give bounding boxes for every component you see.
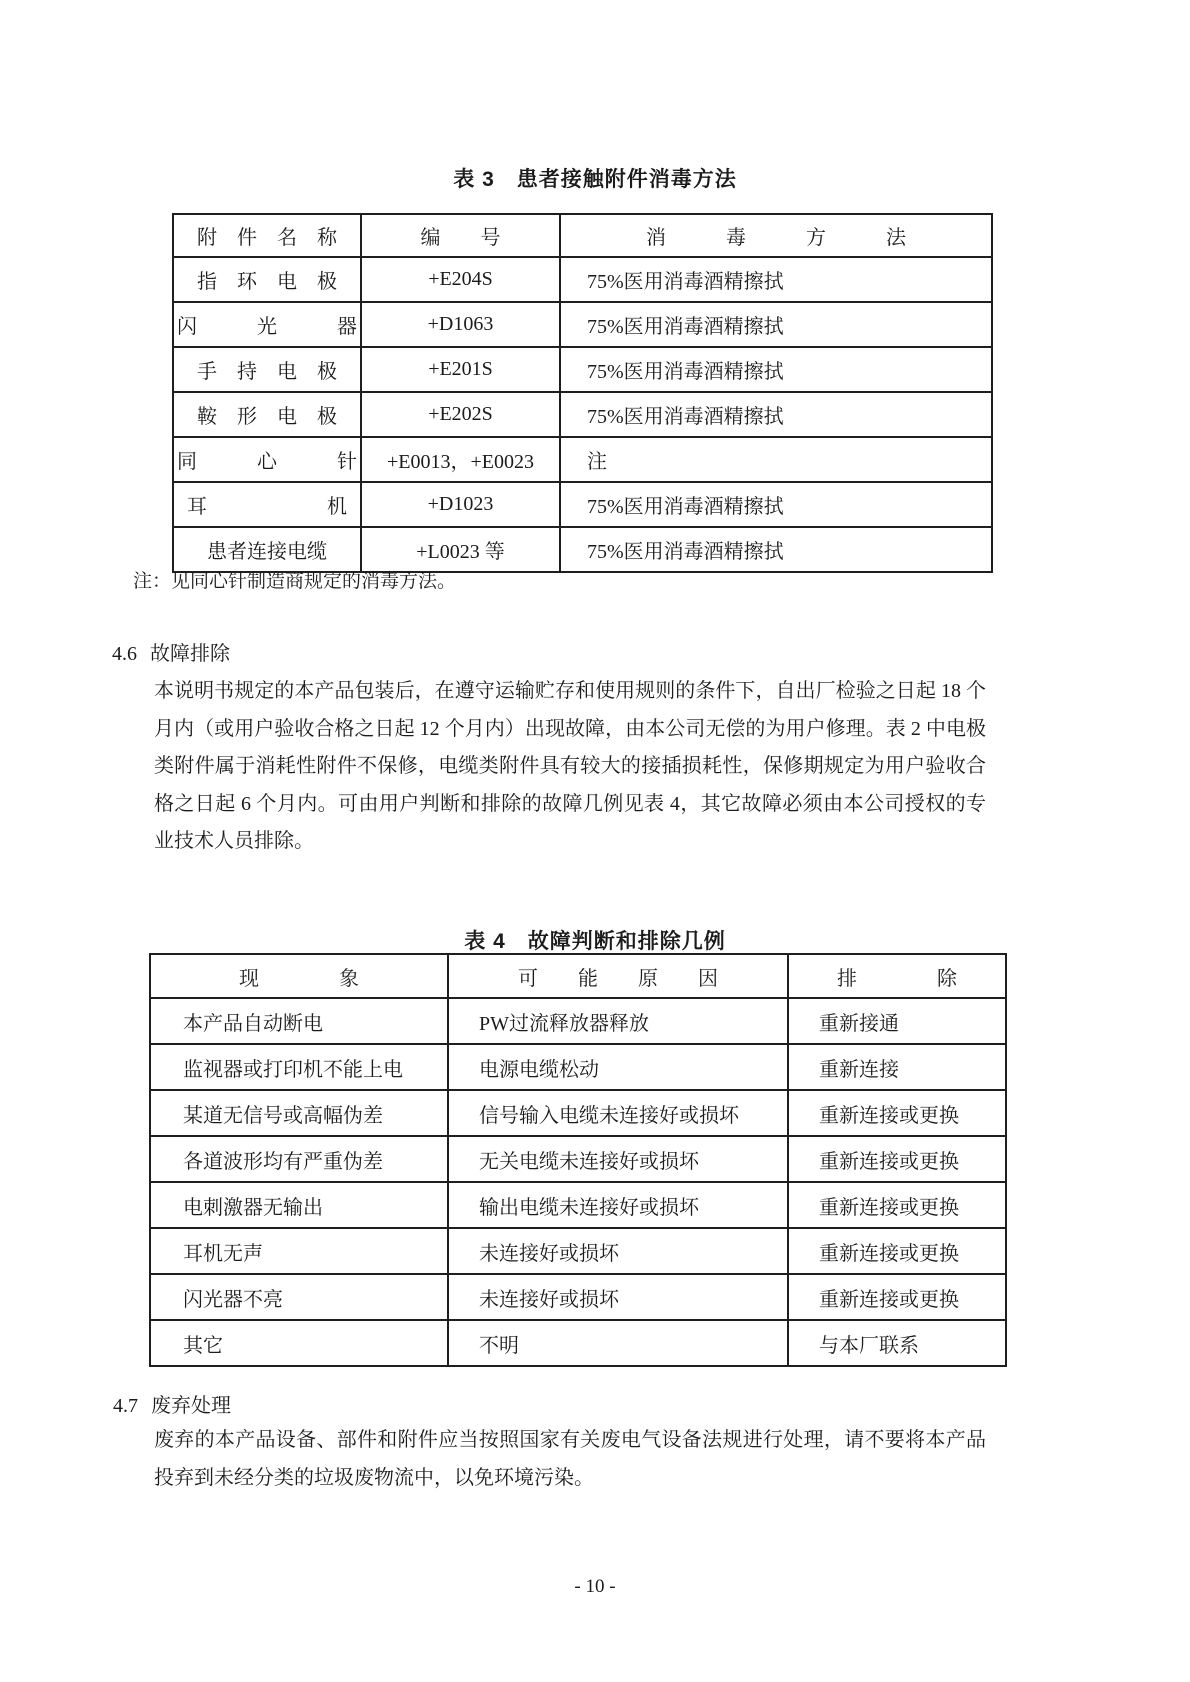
- table-cell: PW过流释放器释放: [448, 998, 788, 1044]
- table-cell: 监视器或打印机不能上电: [150, 1044, 448, 1090]
- table-cell: 75%医用消毒酒精擦拭: [560, 482, 992, 527]
- table-row: [150, 1320, 1006, 1366]
- table-row: [173, 437, 992, 482]
- table-cell: 75%医用消毒酒精擦拭: [560, 527, 992, 572]
- header-cell: 消 毒 方 法: [560, 214, 992, 257]
- table-cell: 患者连接电缆: [173, 527, 361, 572]
- table-cell: 未连接好或损坏: [448, 1228, 788, 1274]
- table-cell: +E204S: [361, 257, 560, 302]
- table-row: [173, 257, 992, 302]
- table-row: [150, 1182, 1006, 1228]
- table-header-row: [173, 214, 992, 257]
- table3-footnote: 注：见同心针制造商规定的消毒方法。: [133, 571, 457, 592]
- section-4-7-body: 废弃的本产品设备、部件和附件应当按照国家有关废电气设备法规进行处理，请不要将本产品投弃到未经分类的垃圾废物流中，以免环境污染。: [154, 1429, 986, 1489]
- table-cell: 重新连接或更换: [788, 1090, 1006, 1136]
- section-4-6-heading: [112, 637, 230, 666]
- table-row: [150, 1090, 1006, 1136]
- table-cell: 重新连接或更换: [788, 1182, 1006, 1228]
- table-row: [150, 1044, 1006, 1090]
- table-row: [150, 1136, 1006, 1182]
- table-row: [173, 392, 992, 437]
- table-cell: 重新连接: [788, 1044, 1006, 1090]
- table-cell: 重新连接或更换: [788, 1136, 1006, 1182]
- section-title: 故障排除: [150, 643, 230, 665]
- table-cell: 各道波形均有严重伪差: [150, 1136, 448, 1182]
- section-title: 废弃处理: [151, 1395, 231, 1417]
- table-cell: 75%医用消毒酒精擦拭: [560, 302, 992, 347]
- table-cell: +E201S: [361, 347, 560, 392]
- troubleshooting-table: [149, 953, 1007, 1367]
- table-cell: +D1063: [361, 302, 560, 347]
- table-cell: +E202S: [361, 392, 560, 437]
- header-cell: 可 能 原 因: [448, 954, 788, 998]
- header-cell: 现 象: [150, 954, 448, 998]
- table-cell: 本产品自动断电: [150, 998, 448, 1044]
- table-row: [173, 482, 992, 527]
- table-cell: 电源电缆松动: [448, 1044, 788, 1090]
- table-cell: 其它: [150, 1320, 448, 1366]
- section-number: 4.7: [113, 1395, 138, 1417]
- table-cell: 重新接通: [788, 998, 1006, 1044]
- disinfection-methods-table: [172, 213, 993, 573]
- table-cell: 耳机无声: [150, 1228, 448, 1274]
- table-cell: 75%医用消毒酒精擦拭: [560, 257, 992, 302]
- table-row: [150, 1228, 1006, 1274]
- section-4-6-body: 本说明书规定的本产品包装后，在遵守运输贮存和使用规则的条件下，自出厂检验之日起 18 个月内（或用户验收合格之日起 12 个月内）出现故障，由本公司无偿的为用户修理。表 2 中电极类附件属于消耗性附件不保修，电缆类附件具有较大的接插损耗性，保修期规定为用户验收合格之日起 6 个月内。可由用户判断和排除的故障几例见表 4，其它故障必须由本公司授权的专业技术人员排除。: [154, 680, 986, 852]
- table-cell: 75%医用消毒酒精擦拭: [560, 347, 992, 392]
- table-cell: 信号输入电缆未连接好或损坏: [448, 1090, 788, 1136]
- table-cell: 某道无信号或高幅伪差: [150, 1090, 448, 1136]
- header-cell: 附 件 名 称: [173, 214, 361, 257]
- table-row: [150, 998, 1006, 1044]
- table-cell: 注: [560, 437, 992, 482]
- table-cell: 鞍 形 电 极: [173, 392, 361, 437]
- table-header-row: [150, 954, 1006, 998]
- table-cell: 电刺激器无输出: [150, 1182, 448, 1228]
- table-cell: 闪 光 器: [173, 302, 361, 347]
- section-number: 4.6: [112, 643, 137, 665]
- table-cell: 重新连接或更换: [788, 1274, 1006, 1320]
- table-cell: 输出电缆未连接好或损坏: [448, 1182, 788, 1228]
- table-cell: 重新连接或更换: [788, 1228, 1006, 1274]
- table-row: [173, 347, 992, 392]
- table-cell: 指 环 电 极: [173, 257, 361, 302]
- table-cell: 不明: [448, 1320, 788, 1366]
- table-cell: 75%医用消毒酒精擦拭: [560, 392, 992, 437]
- table-cell: 闪光器不亮: [150, 1274, 448, 1320]
- table-cell: 同 心 针: [173, 437, 361, 482]
- table-cell: 未连接好或损坏: [448, 1274, 788, 1320]
- header-cell: 编 号: [361, 214, 560, 257]
- table3-title: 表 3 患者接触附件消毒方法: [453, 168, 737, 191]
- table-cell: +E0013，+E0023: [361, 437, 560, 482]
- table-cell: 无关电缆未连接好或损坏: [448, 1136, 788, 1182]
- table-row: [173, 302, 992, 347]
- table-cell: 手 持 电 极: [173, 347, 361, 392]
- table-cell: +D1023: [361, 482, 560, 527]
- table-cell: 与本厂联系: [788, 1320, 1006, 1366]
- table4-title: 表 4 故障判断和排除几例: [464, 930, 726, 953]
- table-cell: +L0023 等: [361, 527, 560, 572]
- section-4-7-heading: [113, 1389, 231, 1418]
- table-cell: 耳 机: [173, 482, 361, 527]
- table-row: [150, 1274, 1006, 1320]
- page-number: - 10 -: [574, 1576, 616, 1597]
- header-cell: 排 除: [788, 954, 1006, 998]
